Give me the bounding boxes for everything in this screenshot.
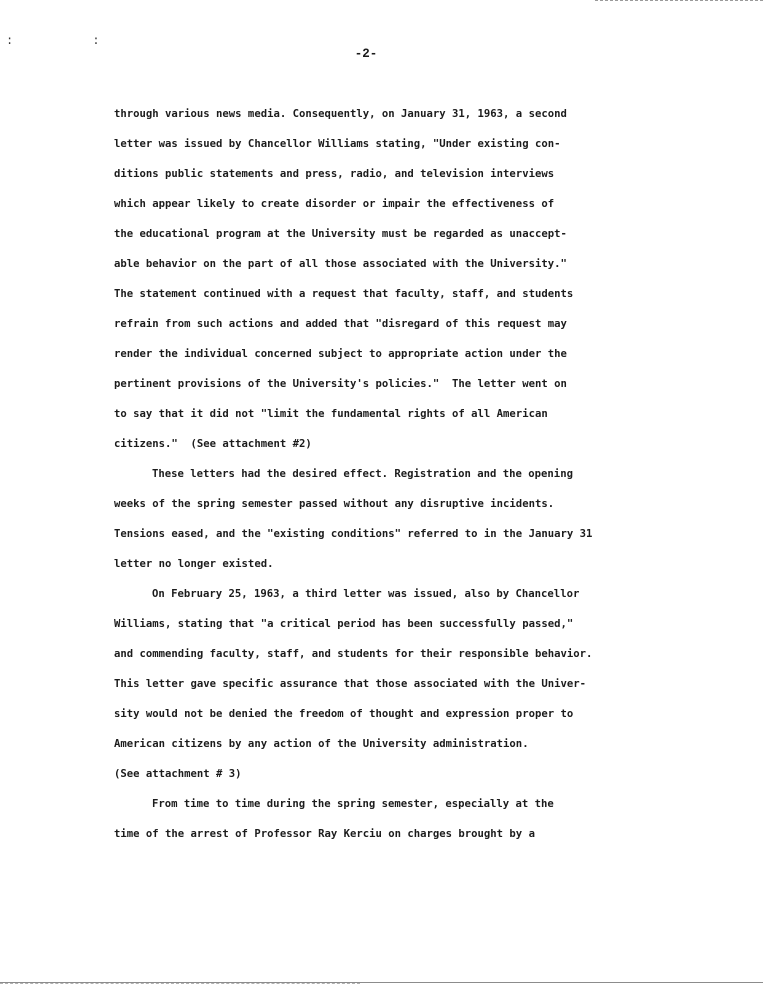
corner-marks: : :: [6, 34, 136, 48]
bottom-edge-dashed-rule: [0, 983, 360, 984]
text-line: Tensions eased, and the "existing conditions" referred to in the January 31: [114, 528, 593, 540]
text-line: This letter gave specific assurance that those associated with the Univer-: [114, 678, 586, 690]
text-line: and commending faculty, staff, and students for their responsible behavior.: [114, 648, 593, 660]
text-line: citizens." (See attachment #2): [114, 438, 312, 450]
text-line: which appear likely to create disorder or impair the effectiveness of: [114, 198, 555, 210]
top-edge-rule: [595, 0, 763, 1]
text-line: American citizens by any action of the University administration.: [114, 738, 529, 750]
text-line: weeks of the spring semester passed without any disruptive incidents.: [114, 498, 555, 510]
text-line: letter was issued by Chancellor Williams stating, "Under existing con-: [114, 138, 561, 150]
text-line: (See attachment # 3): [114, 768, 242, 780]
paragraph-first-line: These letters had the desired effect. Registration and the opening: [152, 468, 573, 480]
text-line: the educational program at the University must be regarded as unaccept-: [114, 228, 567, 240]
text-line: pertinent provisions of the University's policies." The letter went on: [114, 378, 567, 390]
text-line: refrain from such actions and added that "disregard of this request may: [114, 318, 567, 330]
text-line: ditions public statements and press, radio, and television interviews: [114, 168, 555, 180]
paragraph-first-line: From time to time during the spring semester, especially at the: [152, 798, 554, 810]
text-line: time of the arrest of Professor Ray Kerciu on charges brought by a: [114, 828, 535, 840]
text-line: sity would not be denied the freedom of thought and expression proper to: [114, 708, 574, 720]
text-line: to say that it did not "limit the fundamental rights of all American: [114, 408, 548, 420]
text-line: The statement continued with a request that faculty, staff, and students: [114, 288, 574, 300]
text-line: able behavior on the part of all those associated with the University.": [114, 258, 567, 270]
text-line: Williams, stating that "a critical period has been successfully passed,": [114, 618, 574, 630]
text-line: letter no longer existed.: [114, 558, 274, 570]
text-line: through various news media. Consequently, on January 31, 1963, a second: [114, 108, 567, 120]
paragraph-first-line: On February 25, 1963, a third letter was issued, also by Chancellor: [152, 588, 580, 600]
body-text: [114, 104, 714, 854]
page-number: -2-: [354, 47, 378, 61]
text-line: render the individual concerned subject to appropriate action under the: [114, 348, 567, 360]
